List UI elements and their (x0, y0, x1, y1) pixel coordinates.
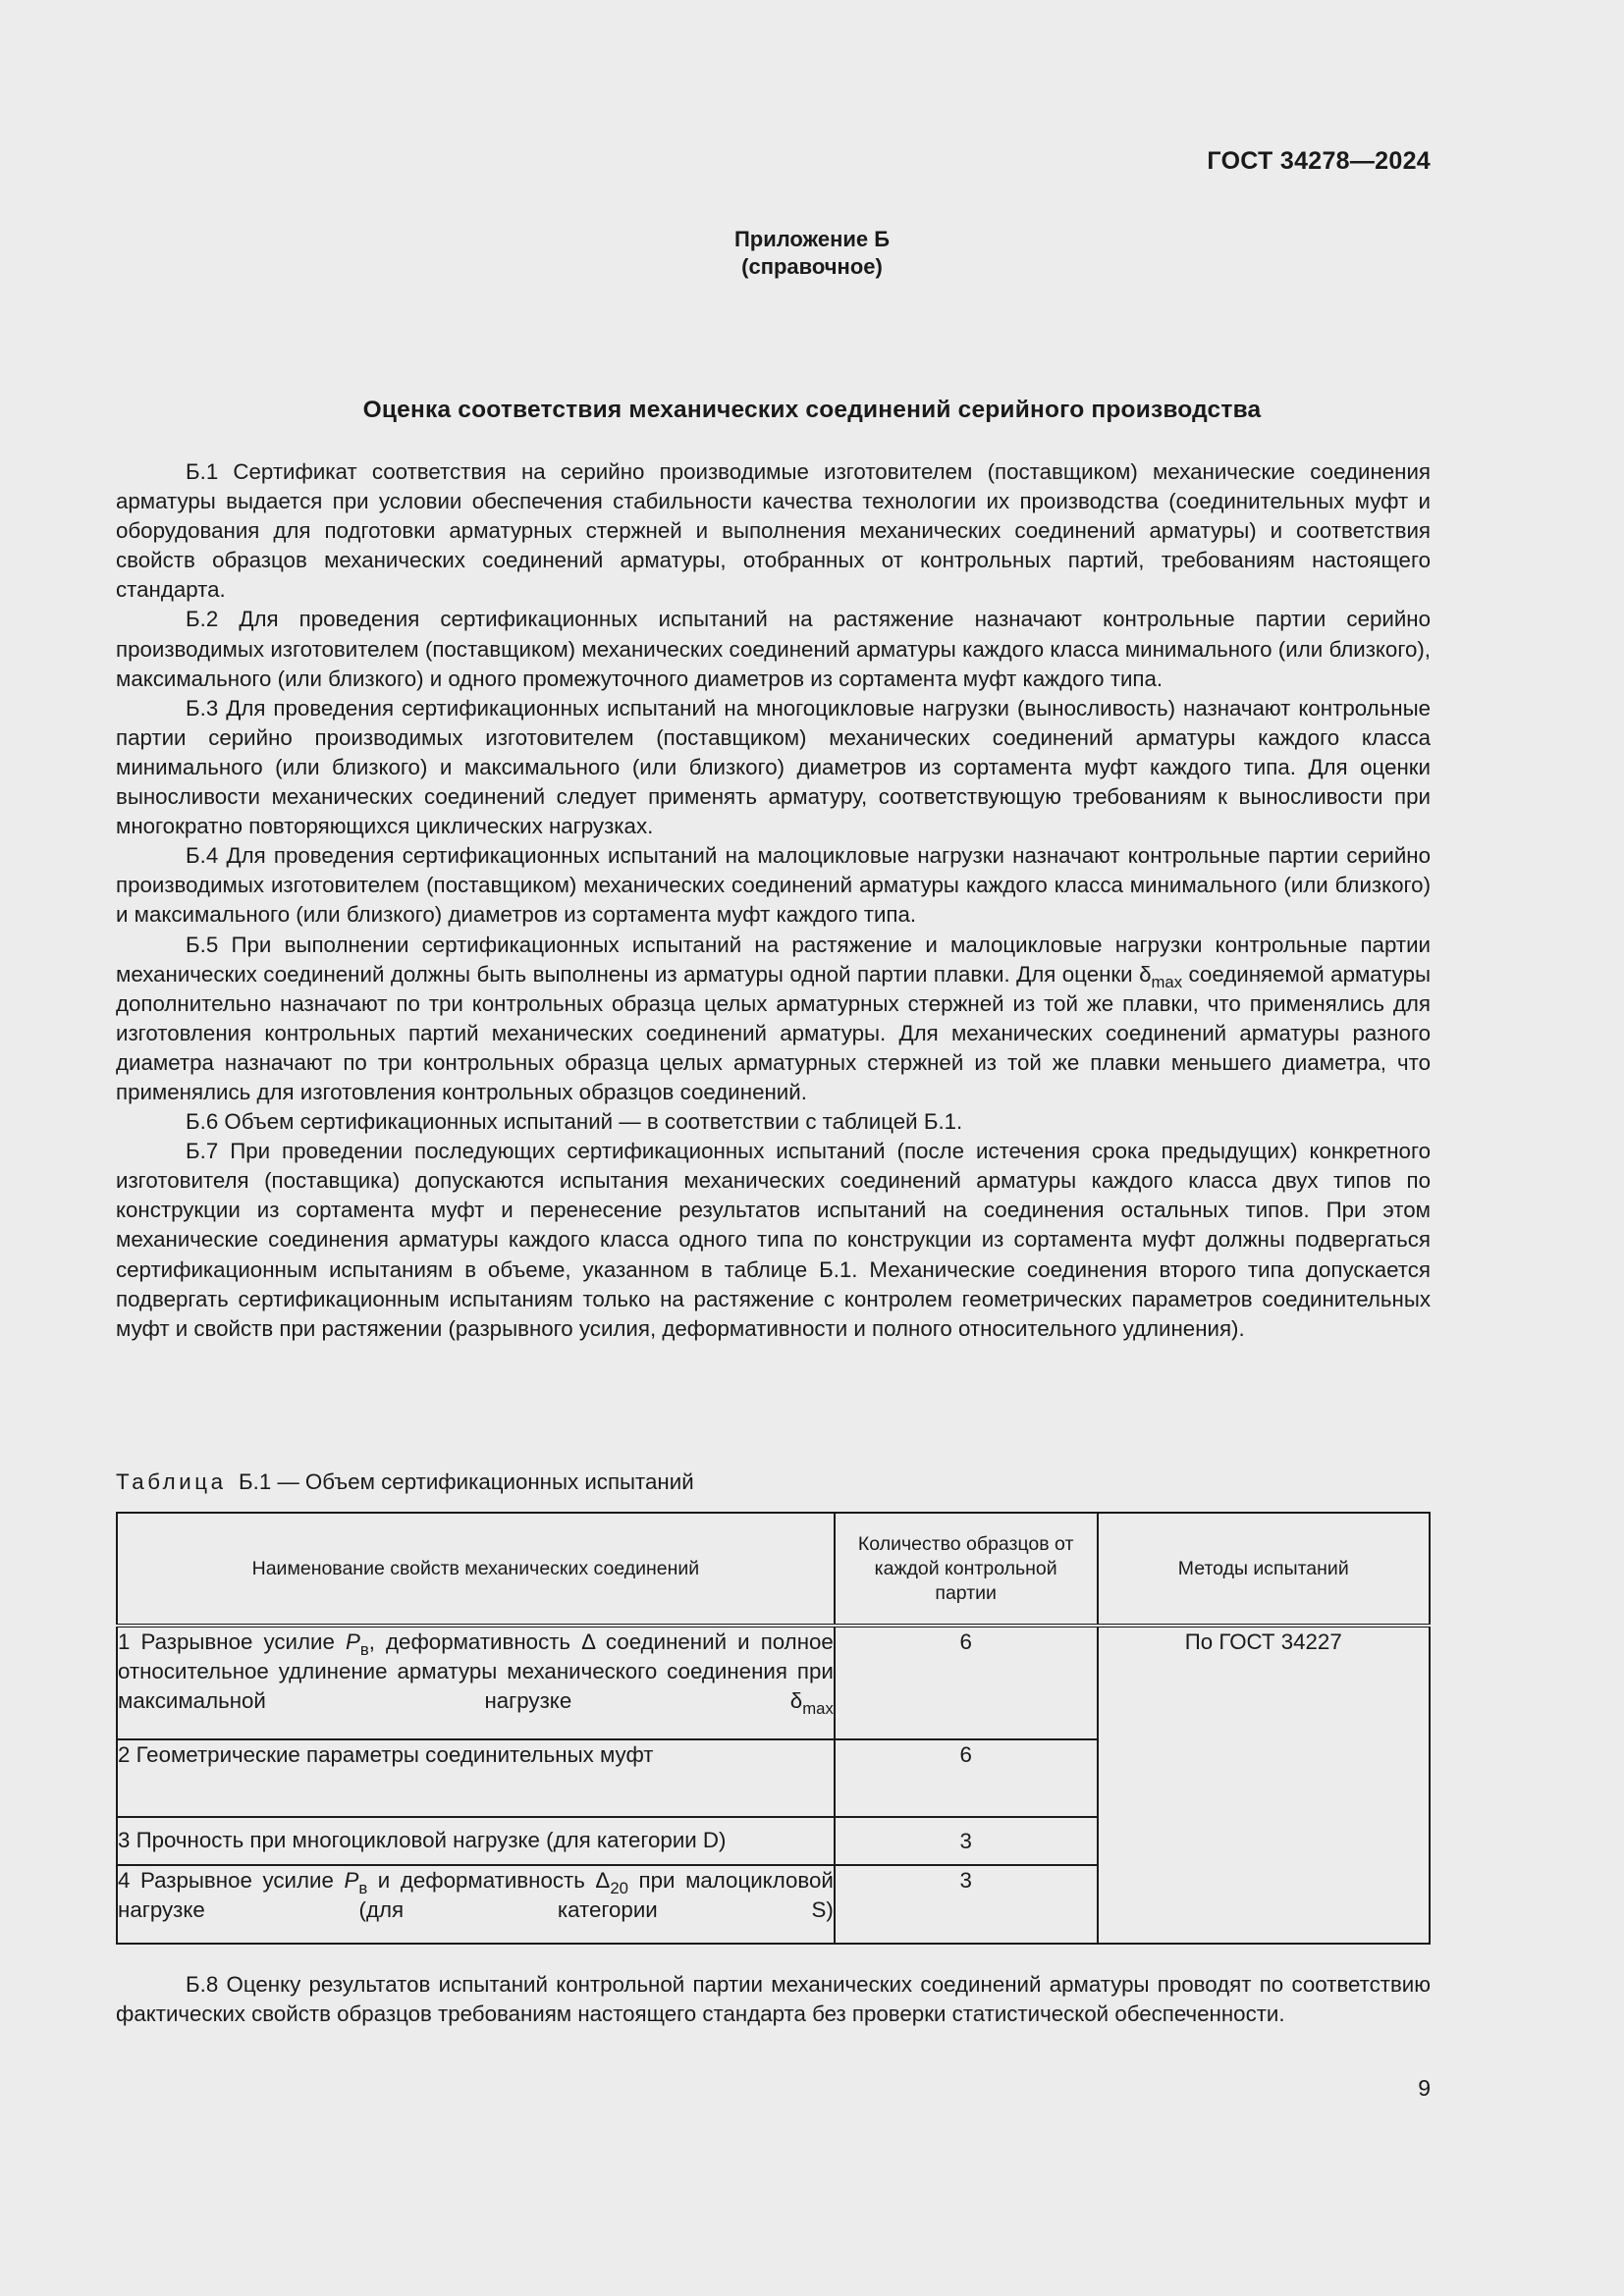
paragraph-b2: Б.2 Для проведения сертификационных испытаний на растяжение назначают контрольные партии серийно производимых изготовителем (поставщиком) механических соединений арматуры каждого класса минимального (или близкого), максимального (или близкого) и одного промежуточного диаметров из сортамента муфт каждого типа. (116, 607, 1431, 691)
test-method-cell: По ГОСТ 34227 (1098, 1626, 1430, 1944)
paragraph-b8: Б.8 Оценку результатов испытаний контрольной партии механических соединений арматуры проводят по соответствию фактических свойств образцов требованиям настоящего стандарта без проверки статистической обеспеченности. (116, 1972, 1431, 2027)
row-2-qty: 6 (835, 1739, 1098, 1817)
row-2-name: 2 Геометрические параметры соединительных муфт (117, 1739, 835, 1817)
paragraph-b4: Б.4 Для проведения сертификационных испытаний на малоцикловые нагрузки назначают контрольные партии серийно производимых изготовителем (поставщиком) механических соединений арматуры каждого класса минимального (или близкого) и максимального (или близкого) диаметров из сортамента муфт каждого типа. (116, 843, 1431, 928)
paragraph-b5 (116, 931, 1431, 1108)
table-header-row (117, 1513, 1430, 1626)
annex-heading (0, 226, 1624, 281)
footer-text (116, 1970, 1431, 2029)
row-4-name: 4 Разрывное усилие $P_в$ и деформативность $\Delta_{20}$ при малоцикловой нагрузке (для категории S) (117, 1865, 835, 1944)
paragraph-b5-part1: Б.5 При выполнении сертификационных испытаний на растяжение и малоцикловые нагрузки контрольные партии механических соединений должны быть выполнены из арматуры одной партии плавки. Для оценки δ (116, 932, 1431, 987)
paragraph-b5-part2: соединяемой арматуры дополнительно назначают по три контрольных образца целых арматурных стержней из той же плавки, что применялись для изготовления контрольных партий механических соединений арматуры. Для механических соединений арматуры разного диаметра назначают по три контрольных образца целых арматурных стержней из той же плавки меньшего диаметра, что применялись для изготовления контрольных образцов соединений. (116, 961, 1431, 1104)
paragraph-b1: Б.1 Сертификат соответствия на серийно производимые изготовителем (поставщиком) механические соединения арматуры выдается при условии обеспечения стабильности качества технологии их производства (соединительных муфт и оборудования для подготовки арматурных стержней и выполнения механических соединений арматуры) и соответствия свойств образцов механических соединений арматуры, отобранных от контрольных партий, требованиям настоящего стандарта. (116, 459, 1431, 603)
paragraph-b6: Б.6 Объем сертификационных испытаний — в соответствии с таблицей Б.1. (186, 1109, 963, 1135)
table-caption (116, 1469, 694, 1495)
row-1-qty: 6 (835, 1626, 1098, 1739)
section-title: Оценка соответствия механических соединений серийного производства (362, 397, 1262, 423)
paragraph-b3: Б.3 Для проведения сертификационных испытаний на многоцикловые нагрузки (выносливость) назначают контрольные партии серийно производимых изготовителем (поставщиком) механических соединений арматуры каждого класса минимального (или близкого) и максимального (или близкого) диаметров из сортамента муфт каждого типа. Для оценки выносливости механических соединений следует применять арматуру, соответствующую требованиям к выносливости при многократно повторяющихся циклических нагрузках. (116, 695, 1431, 839)
annex-title: Приложение Б (733, 227, 891, 251)
tests-table (116, 1512, 1431, 1945)
body-text (116, 457, 1431, 1344)
table-caption-label: Таблица (116, 1469, 227, 1494)
table-row (117, 1626, 1430, 1739)
table-caption-text: Б.1 — Объем сертификационных испытаний (239, 1469, 694, 1494)
header-property-name: Наименование свойств механических соединений (117, 1513, 835, 1626)
row-1-name: 1 Разрывное усилие $P_в$, деформативность Δ соединений и полное относительное удлинение арматуры механического соединения при максимальной нагрузке $\delta_{max}$ (117, 1626, 835, 1739)
paragraph-b7: Б.7 При проведении последующих сертификационных испытаний (после истечения срока предыдущих) конкретного изготовителя (поставщика) допускаются испытания механических соединений арматуры каждого класса двух типов по конструкции из сортамента муфт и перенесение результатов испытаний на соединения остальных типов. При этом механические соединения арматуры каждого класса одного типа по конструкции из сортамента муфт должны подвергаться сертификационным испытаниям в объеме, указанном в таблице Б.1. Механические соединения второго типа допускается подвергать сертификационным испытаниям только на растяжение с контролем геометрических параметров соединительных муфт и свойств при растяжении (разрывного усилия, деформативности и полного относительного удлинения). (116, 1139, 1431, 1341)
document-code: ГОСТ 34278—2024 (1207, 147, 1431, 175)
header-test-methods: Методы испытаний (1098, 1513, 1430, 1626)
page-number: 9 (1418, 2075, 1431, 2101)
row-3-qty: 3 (835, 1817, 1098, 1865)
header-sample-count: Количество образцов от каждой контрольной партии (835, 1513, 1098, 1626)
annex-subtitle: (справочное) (741, 254, 883, 279)
row-4-qty: 3 (835, 1865, 1098, 1944)
paragraph-b5-subscript: max (1151, 972, 1183, 991)
row-3-name: 3 Прочность при многоцикловой нагрузке (для категории D) (117, 1817, 835, 1865)
